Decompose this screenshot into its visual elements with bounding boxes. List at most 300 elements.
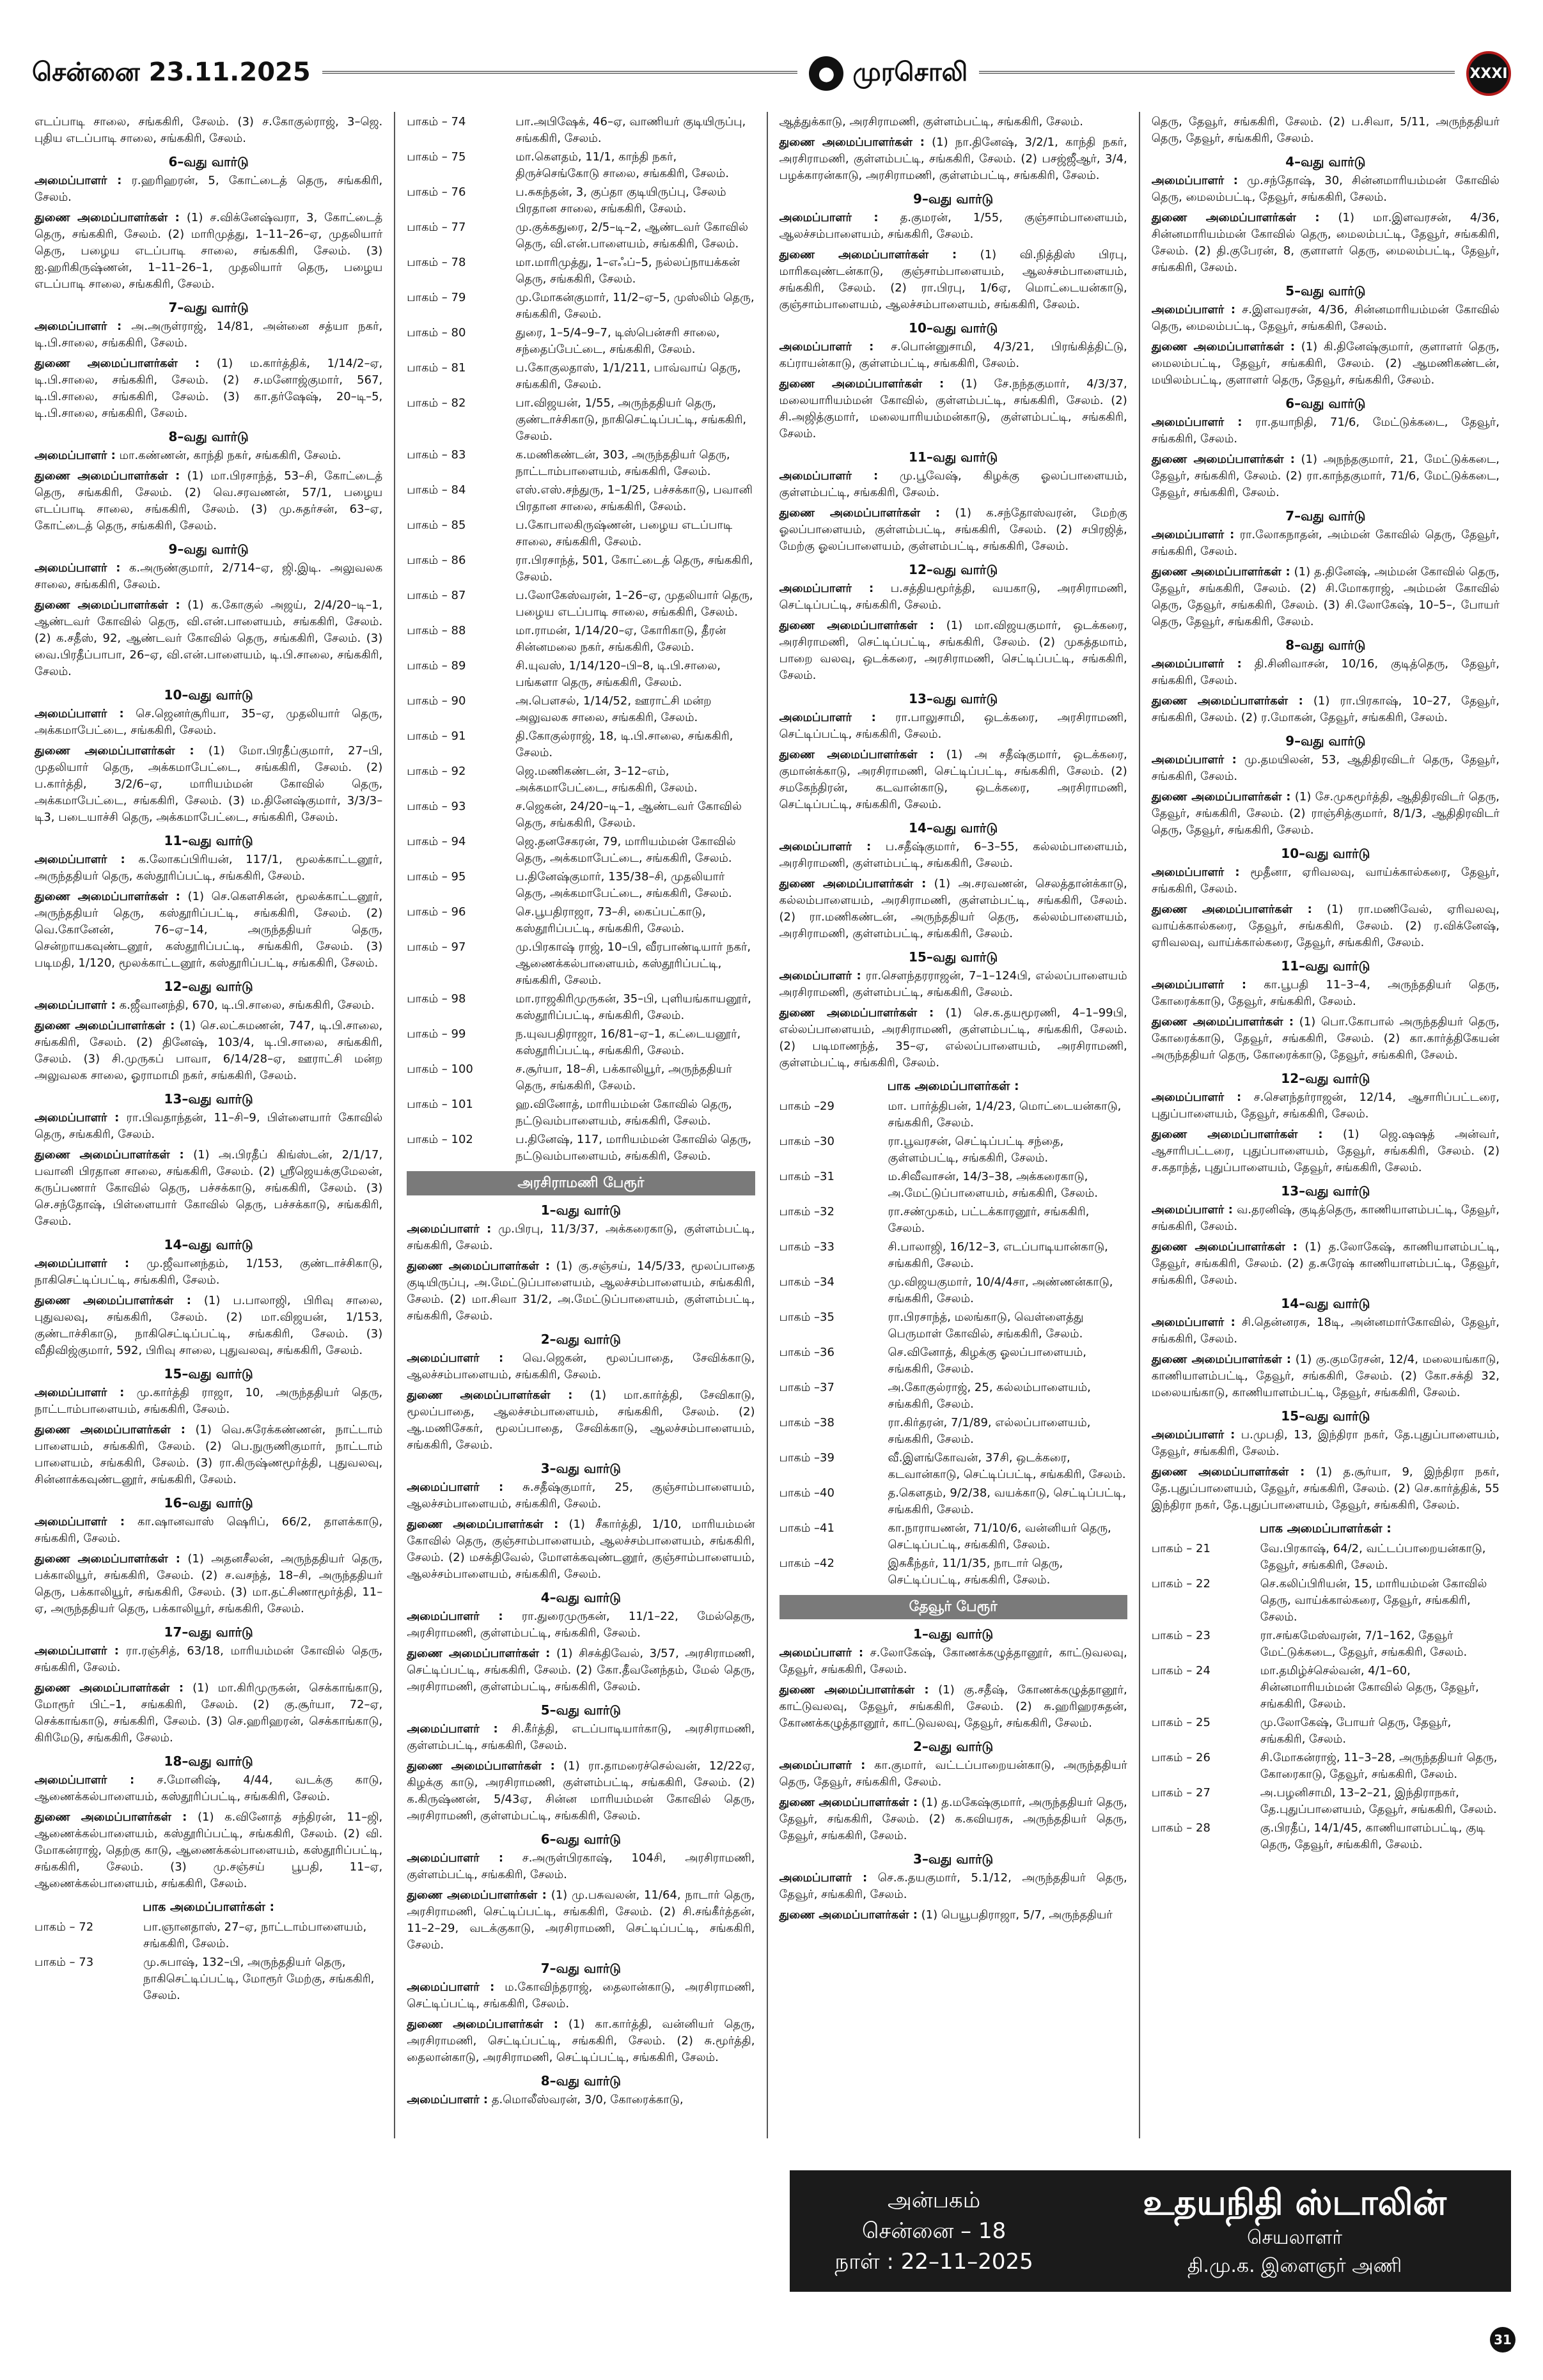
role-label: அமைப்பாளர் : (407, 1351, 504, 1365)
role-label: துணை அமைப்பாளர்கள் : (35, 1552, 180, 1566)
role-label: துணை அமைப்பாளர்கள் : (779, 1908, 918, 1922)
role-label: அமைப்பாளர் : (1151, 657, 1242, 671)
booth-entry (407, 517, 755, 550)
booth-number: பாகம் – 97 (407, 940, 466, 954)
member-details: (1) கா.கார்த்தி, வன்னியர் தெரு, அரசிராமணி, செட்டிப்பட்டி, சங்ககிரி, சேலம். (2) சு.மூர்த்தி, தைலான்காடு, அரசிராமணி, செட்டிப்பட்டி, சங்ககிரி, சேலம். (407, 2018, 755, 2064)
member-details: (1) ச.விக்னேஷ்வரா, 3, கோட்டைத் தெரு, சங்ககிரி, சேலம். (2) மாரிமுத்து, 1–11–26–ஏ, முதலியார் தெரு, பழைய எடப்பாடி சாலை, சங்ககிரி, சேலம். (3) ஐ.ஹரிகிருஷ்ணன், 1–11–26–1, முதலியார் தெரு, பழைய எடப்பாடி சாலை, சங்ககிரி, சேலம். (35, 211, 383, 291)
booth-member-details: வீ.இளங்கோவன், 37சி, ஒடக்கரை, கடவான்காடு, செட்டிப்பட்டி, சங்ககிரி, சேலம். (888, 1451, 1126, 1481)
column-2 (394, 112, 766, 2138)
member-details: அ.அருள்ராஜ், 14/81, அன்னை சத்யா நகர், டி.பி.சாலை, சங்ககிரி, சேலம். (35, 320, 383, 350)
banner-right (1078, 2170, 1511, 2292)
role-label: துணை அமைப்பாளர்கள் : (1151, 211, 1320, 224)
role-label: அமைப்பாளர் : (407, 1722, 498, 1736)
office-bearer-entry (1152, 1202, 1500, 1235)
role-label: துணை அமைப்பாளர்கள் : (407, 2018, 559, 2031)
ward-heading: 14–வது வார்டு (1281, 1296, 1370, 1311)
office-bearer-entry (1152, 1314, 1500, 1348)
column-4 (1139, 112, 1511, 2138)
ward-heading: 13–வது வார்டு (1281, 1183, 1370, 1199)
member-details: ச.இளவரசன், 4/36, சின்னமாரியம்மன் கோவில் தெரு, மைலம்பட்டி, தேவூர், சங்ககிரி, சேலம். (1151, 303, 1500, 333)
member-details: தி.சினிவாசன், 10/16, குடித்தெரு, தேவூர், சங்ககிரி, சேலம். (1151, 657, 1500, 687)
member-details: கா.ஷானவாஸ் ஷெரிப், 66/2, தாளக்காடு, சங்ககிரி, சேலம். (35, 1515, 383, 1545)
office-bearer-entry (779, 710, 1127, 743)
office-bearer-entry (779, 580, 1127, 614)
column-1 (32, 112, 394, 2138)
role-label: துணை அமைப்பாளர்கள் : (35, 1294, 191, 1307)
office-bearer-entry (407, 1479, 755, 1513)
member-details: (1) ப.பாலாஜி, பிரிவு சாலை, புதுவலவு, சங்ககிரி, சேலம். (2) மா.விஜயன், 1/153, குண்டாச்சிகாடு, நாகிசெட்டிப்பட்டி, சங்ககிரி, சேலம். (3) வீதிவிஜ்குமார், 592, பிரிவு சாலை, புதுவலவு, சங்ககிரி, சேலம். (35, 1294, 383, 1357)
booth-member-details: பா.விஜயன், 1/55, அருந்ததியர் தெரு, குண்டாச்சிகாடு, நாகிசெட்டிப்பட்டி, சங்ககிரி, சேலம். (515, 396, 747, 443)
booth-entry (407, 1061, 755, 1094)
office-bearer-entry (779, 134, 1127, 184)
office-bearer-entry (1152, 789, 1500, 839)
role-label: அமைப்பாளர் : (35, 999, 116, 1012)
member-details: ப.முபதி, 13, இந்திரா நகர், தே.புதுப்பாளையம், தேவூர், சங்ககிரி, சேலம். (1151, 1428, 1500, 1458)
member-details: ரா.தயாநிதி, 71/6, மேட்டுக்கடை, தேவூர், சங்ககிரி, சேலம். (1151, 416, 1500, 446)
office-bearer-entry (35, 1809, 382, 1892)
office-bearer-entry (1152, 1014, 1500, 1064)
office-bearer-entry (779, 968, 1127, 1001)
booth-member-details: பா.அபிஷேக், 46–ஏ, வாணியர் குடியிருப்பு, சங்ககிரி, சேலம். (515, 115, 746, 145)
booth-member-details: மு.குக்கதுரை, 2/5–டி–2, ஆண்டவர் கோவில் தெரு, வி.என்.பாளையம், சங்ககிரி, சேலம். (515, 221, 748, 251)
office-bearer-entry (1152, 693, 1500, 726)
booth-entry (407, 798, 755, 832)
booth-member-details: எஸ்.எஸ்.சந்துரு, 1–1/25, பச்சக்காடு, பவானி பிரதான சாலை, சங்ககிரி, சேலம். (515, 483, 753, 513)
role-label: துணை அமைப்பாளர்கள் : (1151, 903, 1312, 916)
booth-entry (779, 1204, 1127, 1237)
booth-member-details: சி.யுவஸ், 1/14/120–பி–8, டி.பி.சாலை, பங்களா தெரு, சங்ககிரி, சேலம். (515, 659, 721, 689)
role-label: துணை அமைப்பாளர்கள் : (35, 598, 180, 612)
booth-entry (779, 1450, 1127, 1483)
booth-member-details: மா.தமிழ்ச்செல்வன், 4/1–60, சின்னமாரியம்மன் கோவில் தெரு, தேவூர், சங்ககிரி, சேலம். (1260, 1664, 1479, 1711)
member-details: (1) ரா.தாமரைச்செல்வன், 12/22ஏ, கிழக்கு காடு, அரசிராமணி, குள்ளம்பட்டி, சங்ககிரி, சேலம். (2) க.கிருஷ்ணன், 5/43ஏ, சின்ன மாரியம்மன் கோவில் தெரு, அரசிராமணி, குள்ளம்பட்டி, சங்ககிரி, சேலம். (407, 1759, 755, 1823)
member-details: க.ஜீவானந்தி, 670, டி.பி.சாலை, சங்ககிரி, சேலம். (119, 999, 375, 1012)
role-label: துணை அமைப்பாளர்கள் : (407, 1388, 573, 1402)
role-label: அமைப்பாளர் : (35, 1773, 135, 1787)
newspaper-logo (809, 56, 967, 91)
office-bearer-entry (1152, 451, 1500, 501)
banner-left (790, 2170, 1078, 2292)
booth-number: பாகம் –29 (779, 1100, 834, 1113)
office-bearer-entry (407, 1387, 755, 1454)
member-details: (1) அ.சரவணன், செலத்தான்க்காடு, கல்லம்பாளையம், அரசிராமணி, குள்ளம்பட்டி, சங்ககிரி, சேலம். (2) ரா.மணிகண்டன், அருந்ததியர் தெரு, கல்லம்பாளையம், அரசிராமணி, குள்ளம்பட்டி, சங்ககிரி, சேலம். (779, 877, 1127, 940)
booth-number: பாகம் – 102 (407, 1133, 473, 1146)
booth-entry (779, 1485, 1127, 1518)
role-label: அமைப்பாளர் : (35, 1644, 119, 1658)
ward-heading: 1–வது வார்டு (540, 1202, 621, 1218)
booth-entry (407, 763, 755, 797)
role-label: துணை அமைப்பாளர்கள் : (1151, 1128, 1323, 1141)
role-label: அமைப்பாளர் : (35, 449, 116, 462)
office-bearer-entry (779, 468, 1127, 501)
booth-entry (407, 939, 755, 989)
booth-member-details: ஜெ.தனசேகரன், 79, மாரியம்மன் கோவில் தெரு, அக்கமாபேட்டை, சங்ககிரி, சேலம். (515, 835, 736, 865)
role-label: அமைப்பாளர் : (407, 1980, 495, 1994)
role-label: துணை அமைப்பாளர்கள் : (35, 211, 180, 224)
booth-member-details: அ.பழனிசாமி, 13–2–21, இந்திராநகர், தே.புதுப்பாளையம், தேவூர், சங்ககிரி, சேலம். (1260, 1786, 1497, 1816)
office-bearer-entry (35, 1643, 382, 1676)
role-label: அமைப்பாளர் : (1151, 174, 1238, 187)
office-bearer-entry (779, 1645, 1127, 1678)
booth-entry (407, 325, 755, 358)
role-label: அமைப்பாளர் : (35, 1386, 125, 1399)
masthead-rule-left (322, 71, 798, 76)
office-bearer-entry (35, 706, 382, 739)
office-bearer-entry (779, 1794, 1127, 1844)
booth-number: பாகம் – 86 (407, 554, 466, 567)
role-label: துணை அமைப்பாளர்கள் : (1151, 565, 1290, 579)
role-label: துணை அமைப்பாளர்கள் : (1151, 453, 1295, 466)
newspaper-name: முரசொலி (852, 57, 968, 87)
office-bearer-entry (407, 1645, 755, 1695)
member-details: (1) த.மகேஷ்குமார், அருந்ததியர் தெரு, தேவூர், சங்ககிரி, சேலம். (2) க.கவியரசு, அருந்ததியர் தெரு, தேவூர், சங்ககிரி, சேலம். (779, 1796, 1127, 1842)
signatory-organisation: தி.மு.க. இளைஞர் அணி (1187, 2255, 1402, 2277)
role-label: அமைப்பாளர் : (779, 582, 874, 595)
booth-member-details: தி.கோகுல்ராஜ், 18, டி.பி.சாலை, சங்ககிரி, சேலம். (515, 729, 733, 759)
role-label: துணை அமைப்பாளர்கள் : (35, 1019, 175, 1032)
booth-number: பாகம் –37 (779, 1381, 834, 1394)
member-details: மு.கார்த்தி ராஜா, 10, அருந்ததியர் தெரு, நாட்டாம்பாளையம், சங்ககிரி, சேலம். (35, 1386, 383, 1416)
booth-member-details: ப.கோபாலகிருஷ்ணன், பழைய எடப்பாடி சாலை, சங்ககிரி, சேலம். (515, 518, 733, 548)
member-details: (1) பெயூபதிராஜா, 5/7, அருந்ததியர் (921, 1908, 1113, 1922)
booth-member-details: கு.பிரதீப், 14/1/45, காணியாளம்பட்டி, குடி தெரு, தேவூர், சங்ககிரி, சேலம். (1260, 1821, 1485, 1851)
member-details: ச.லோகேஷ், கோணக்கழுத்தானூர், காட்டுவலவு, தேவூர், சங்ககிரி, சேலம். (779, 1646, 1127, 1676)
masthead-rule-right (979, 71, 1455, 76)
office-bearer-entry (1152, 656, 1500, 689)
ward-heading: 12–வது வார்டு (909, 562, 998, 577)
ward-heading: 12–வது வார்டு (164, 979, 253, 994)
role-label: அமைப்பாளர் : (35, 1515, 125, 1528)
member-details: ரா.லோகநாதன், அம்மன் கோவில் தெரு, தேவூர், சங்ககிரி, சேலம். (1151, 528, 1500, 558)
booth-entry (407, 395, 755, 445)
ward-heading: 17–வது வார்டு (164, 1624, 253, 1640)
office-bearer-entry (1152, 901, 1500, 951)
member-details: (1) த.சூர்யா, 9, இந்திரா நகர், தே.புதுப்பாளையம், தேவூர், சங்ககிரி, சேலம். (2) செ.கார்த்திக், 55 இந்திரா நகர், தே.புதுப்பாளையம், தேவூர், சங்ககிரி, சேலம். (1151, 1465, 1500, 1512)
ward-heading: 13–வது வார்டு (909, 691, 998, 706)
member-details: மா.கண்ணன், காந்தி நகர், சங்ககிரி, சேலம். (119, 449, 341, 462)
role-label: அமைப்பாளர் : (779, 469, 879, 483)
booth-entry (407, 1096, 755, 1130)
booth-entry (407, 254, 755, 288)
office-bearer-entry (407, 2092, 755, 2108)
section-heading: அரசிராமணி பேரூர் (407, 1171, 755, 1195)
office-bearer-entry (35, 560, 382, 593)
booth-entry (1152, 1663, 1500, 1713)
booth-entry (407, 360, 755, 393)
member-details: வெ.ஜெகன், மூலப்பாதை, சேவிக்காடு, ஆலச்சம்பாளையம், சங்ககிரி, சேலம். (407, 1351, 755, 1381)
booth-number: பாகம் – 25 (1151, 1716, 1210, 1729)
member-details: (1) ரா.பிரகாஷ், 10–27, தேவூர், சங்ககிரி, சேலம். (2) ர.மோகன், தேவூர், சங்ககிரி, சேலம். (1151, 694, 1500, 724)
ward-heading: 3–வது வார்டு (912, 1851, 994, 1867)
member-details: (1) த.தினேஷ், அம்மன் கோவில் தெரு, தேவூர், சங்ககிரி, சேலம். (2) சி.மோகராஜ், அம்மன் கோவில் தெரு, தேவூர், சங்ககிரி, சேலம். (3) சி.லோகேஷ், 10–5–, போயர் தெரு, தேவூர், சங்ககிரி, சேலம். (1151, 565, 1500, 628)
role-label: அமைப்பாளர் : (779, 340, 874, 354)
member-details: (1) ஜெ.ஷஷத் அன்வர், ஆசாரிபட்டரை, புதுப்பாளையம், தேவூர், சங்ககிரி, சேலம். (2) ச.கதாந்த், புதுப்பாளையம், தேவூர், சங்ககிரி, சேலம். (1151, 1128, 1500, 1174)
role-label: துணை அமைப்பாளர்கள் : (1151, 694, 1303, 708)
member-details: மு.சந்தோஷ், 30, சின்னமாரியம்மன் கோவில் தெரு, மைலம்பட்டி, தேவூர், சங்ககிரி, சேலம். (1151, 174, 1500, 204)
office-bearer-entry (1152, 302, 1500, 335)
role-label: துணை அமைப்பாளர்கள் : (1151, 1353, 1292, 1366)
ward-heading: 15–வது வார்டு (1281, 1408, 1370, 1424)
booth-member-details: மா.ராஜகிரிமுருகன், 35–பி, புளியங்காயனூர், கஸ்தூரிப்பட்டி, சங்ககிரி, சேலம். (515, 992, 751, 1022)
signatory-name: உதயநிதி ஸ்டாலின் (1143, 2182, 1446, 2223)
office-bearer-entry (779, 376, 1127, 442)
office-bearer-entry (35, 1385, 382, 1418)
booth-number: பாகம் – 98 (407, 992, 466, 1006)
ward-heading: 6–வது வார்டு (168, 154, 249, 169)
role-label: துணை அமைப்பாளர்கள் : (35, 1810, 187, 1824)
role-label: அமைப்பாளர் : (1151, 1428, 1235, 1442)
ward-heading: 7–வது வார்டு (168, 300, 249, 315)
booth-entry (407, 184, 755, 217)
member-details: ம.கோவிந்தராஜ், தைலான்காடு, அரசிராமணி, செட்டிப்பட்டி, சங்ககிரி, சேலம். (407, 1980, 755, 2011)
role-label: அமைப்பாளர் : (407, 1222, 492, 1236)
office-bearer-entry (779, 1005, 1127, 1071)
ward-heading: 8–வது வார்டு (540, 2073, 621, 2088)
role-label: அமைப்பாளர் : (35, 1111, 120, 1124)
booth-number: பாகம் – 100 (407, 1062, 473, 1076)
ward-heading: 18–வது வார்டு (164, 1754, 253, 1769)
booth-member-details: ரா.பிரசாந்த், 501, கோட்டைத் தெரு, சங்ககிரி, சேலம். (515, 554, 753, 584)
member-details: (1) அதனசீலன், அருந்ததியர் தெரு, பக்காலியூர், சங்ககிரி, சேலம். (2) ச.வசந்த், 18–சி, அருந்ததியர் தெரு, பக்காலியூர், சங்ககிரி, சேலம். (3) மா.தட்சிணாமூர்த்தி, 11–ஏ, அருந்ததியர் தெரு, பக்காலியூர், சங்ககிரி, சேலம். (35, 1552, 383, 1615)
booth-entry (779, 1555, 1127, 1589)
banner-date: நாள் : 22–11–2025 (834, 2249, 1033, 2275)
role-label: துணை அமைப்பாளர்கள் : (35, 1423, 185, 1436)
booth-number: பாகம் – 77 (407, 221, 466, 234)
booth-number: பாகம் – 72 (35, 1920, 94, 1934)
booth-entry (1152, 1715, 1500, 1748)
office-bearer-entry (1152, 864, 1500, 898)
ward-heading: 5–வது வார்டு (540, 1702, 621, 1718)
booth-entry (407, 219, 755, 253)
booth-number: பாகம் –41 (779, 1521, 834, 1535)
booth-number: பாகம் – 89 (407, 659, 466, 673)
office-bearer-entry (35, 1551, 382, 1617)
booth-number: பாகம் – 24 (1151, 1664, 1210, 1677)
office-bearer-entry (1152, 1126, 1500, 1176)
booth-entry (407, 658, 755, 691)
member-details: (1) த.லோகேஷ், காணியாளம்பட்டி, தேவூர், சங்ககிரி, சேலம். (2) த.சுரேஷ் காணியாளம்பட்டி, தேவூர், சங்ககிரி, சேலம். (1151, 1240, 1500, 1287)
booth-number: பாகம் – 87 (407, 589, 466, 602)
booth-number: பாகம் – 75 (407, 150, 466, 164)
office-bearer-entry (779, 247, 1127, 313)
member-details: (1) கி.தினேஷ்குமார், குளாளர் தெரு, மைலம்பட்டி, தேவூர், சங்ககிரி, சேலம். (2) ஆமணிகண்டன், மயிலம்பட்டி, குளாளர் தெரு, தேவூர், சங்ககிரி, சேலம். (1151, 340, 1500, 387)
booth-number: பாகம் –30 (779, 1135, 834, 1148)
booth-member-details: ச.ஜெகன், 24/20–டி–1, ஆண்டவர் கோவில் தெரு, சங்ககிரி, சேலம். (515, 800, 742, 830)
page-number-roman: XXXI (1466, 51, 1511, 96)
role-label: அமைப்பாளர் : (1151, 866, 1240, 879)
role-label: அமைப்பாளர் : (407, 2093, 489, 2106)
member-details: (1) சிசக்திவேல், 3/57, அரசிராமணி, செட்டிப்பட்டி, சங்ககிரி, சேலம். (2) கோ.தீவனேந்தம், மேல் தெரு, அரசிராமணி, குள்ளம்பட்டி, சங்ககிரி, சேலம். (407, 1647, 755, 1693)
booth-entry (1152, 1541, 1500, 1574)
role-label: துணை அமைப்பாளர்கள் : (1151, 1015, 1294, 1029)
booth-entry (35, 1954, 382, 2004)
role-label: துணை அமைப்பாளர்கள் : (35, 890, 181, 903)
member-details: (1) அ சதீஷ்குமார், ஒடக்கரை, குமான்க்காடு, அரசிராமணி, செட்டிப்பட்டி, சங்ககிரி, சேலம். (2) சமகேந்திரன், கடவான்காடு, ஒடக்கரை, அரசிராமணி, செட்டிப்பட்டி, சங்ககிரி, சேலம். (779, 748, 1127, 811)
role-label: துணை அமைப்பாளர்கள் : (779, 748, 934, 761)
member-details: மு.பிரபு, 11/3/37, அக்கரைகாடு, குள்ளம்பட்டி, சங்ககிரி, சேலம். (407, 1222, 755, 1252)
role-label: அமைப்பாளர் : (35, 561, 121, 575)
booth-entry (1152, 1820, 1500, 1853)
office-bearer-entry (1152, 173, 1500, 206)
ward-heading: 9–வது வார்டு (912, 191, 994, 206)
booth-entry (407, 869, 755, 902)
booth-entry (779, 1098, 1127, 1132)
ward-heading: 15–வது வார்டு (909, 949, 998, 965)
member-details: மூதீனா, ஏரிவலவு, வாய்க்கால்கரை, தேவூர், சங்ககிரி, சேலம். (1151, 866, 1500, 896)
booth-number: பாகம் – 76 (407, 185, 466, 199)
role-label: அமைப்பாளர் : (407, 1481, 504, 1494)
office-bearer-entry (407, 1350, 755, 1383)
booth-entry (1152, 1785, 1500, 1818)
booth-number: பாகம் – 74 (407, 115, 466, 128)
booth-entry (407, 991, 755, 1024)
booth-member-details: த.கௌதம், 9/2/38, வயக்காடு, செட்டிப்பட்டி, சங்ககிரி, சேலம். (888, 1486, 1127, 1516)
booth-member-details: ப.சுகந்தன், 3, குப்தா குடியிருப்பு, சேலம் பிரதான சாலை, சங்ககிரி, சேலம். (515, 185, 726, 215)
member-details: (1) மா.கிரிமுருகன், செக்காங்காடு, மோரூர் பிட்–1, சங்ககிரி, சேலம். (2) கு.சூர்யா, 72–ஏ, செக்காங்காடு, சங்ககிரி, சேலம். (3) செ.ஹரிஹரன், செக்காங்காடு, கிரிமேடு, சங்ககிரி, சேலம். (35, 1681, 383, 1745)
booth-entry (407, 587, 755, 621)
role-label: அமைப்பாளர் : (779, 1871, 868, 1885)
member-details: சி.கீர்த்தி, எடப்பாடியார்காடு, அரசிராமணி, குள்ளம்பட்டி, சங்ககிரி, சேலம். (407, 1722, 755, 1752)
member-details: சி.தென்னரசு, 18டி, அன்னமார்கோவில், தேவூர், சங்ககிரி, சேலம். (1151, 1316, 1500, 1346)
booth-entry (779, 1415, 1127, 1448)
member-details: ரா.துரைமுருகன், 11/1–22, மேல்தெரு, அரசிராமணி, குள்ளம்பட்டி, சங்ககிரி, சேலம். (407, 1610, 755, 1640)
member-details: (1) வி.நித்திஸ் பிரபு, மாரிகவுண்டன்காடு, குஞ்சாம்பாளையம், ஆலச்சம்பாளையம், சங்ககிரி, சேலம். (2) ரா.பிரபு, 1/6ஏ, மொட்டையன்காடு, குஞ்சாம்பாளையம், ஆலச்சம்பாளையம், சங்ககிரி, சேலம். (779, 248, 1127, 311)
booth-number: பாகம் –33 (779, 1240, 834, 1254)
role-label: துணை அமைப்பாளர்கள் : (779, 248, 957, 261)
booth-member-details: செ.வினோத், கிழக்கு ஓலப்பாளையம், சங்ககிரி, சேலம். (888, 1346, 1086, 1376)
member-details: ரா.சௌந்தரராஜன், 7–1–124பி, எல்லப்பாளையம் அரசிராமணி, குள்ளம்பட்டி, சங்ககிரி, சேலம். (779, 969, 1127, 999)
office-bearer-entry (35, 1018, 382, 1084)
member-details: (1) அநந்தகுமார், 21, மேட்டுக்கடை, தேவூர், சங்ககிரி, சேலம். (2) ரா.காந்தகுமார், 71/6, மேட்டுக்கடை, தேவூர், சங்ககிரி, சேலம். (1151, 453, 1500, 499)
booth-member-details: மா.கௌதம், 11/1, காந்தி நகர், திருச்செங்கோடு சாலை, சங்ககிரி, சேலம். (515, 150, 729, 180)
ward-heading: 7–வது வார்டு (540, 1961, 621, 1976)
role-label: அமைப்பாளர் : (35, 853, 125, 866)
member-details: (1) மா.கார்த்தி, சேவிகாடு, மூலப்பாதை, ஆலச்சம்பாளையம், சங்ககிரி, சேலம். (2) ஆ.மணிசேகர், மூலப்பாதை, சேவிக்காடு, ஆலச்சம்பாளையம், சங்ககிரி, சேலம். (407, 1388, 755, 1452)
booth-number: பாகம் – 21 (1151, 1542, 1210, 1555)
booth-member-details: ரா.சங்கமேஸ்வரன், 7/1–162, தேவூர் மேட்டுக்கடை, தேவூர், சங்ககிரி, சேலம். (1260, 1629, 1468, 1659)
office-bearer-entry (779, 839, 1127, 872)
booth-member-details: சி.மோகன்ராஜ், 11–3–28, அருந்ததியர் தெரு, கோரைகாடு, தேவூர், சங்ககிரி, சேலம். (1260, 1751, 1498, 1781)
member-details: (1) கு.குமரேசன், 12/4, மலையங்காடு, காணியாளம்பட்டி, தேவூர், சங்ககிரி, சேலம். (2) கோ.சக்தி 32, மலையங்காடு, காணியாளம்பட்டி, தேவூர், சங்ககிரி, சேலம். (1151, 1353, 1500, 1399)
office-bearer-entry (779, 1907, 1127, 1924)
booth-entry (779, 1309, 1127, 1342)
member-details: ரா.பிவதாந்தன், 11–சி–9, பிள்ளையார் கோவில் தெரு, சங்ககிரி, சேலம். (35, 1111, 383, 1141)
office-bearer-entry (35, 447, 382, 464)
office-bearer-entry (779, 210, 1127, 243)
role-label: துணை அமைப்பாளர்கள் : (779, 1006, 934, 1020)
role-label: அமைப்பாளர் : (779, 1646, 864, 1660)
role-label: அமைப்பாளர் : (407, 1851, 504, 1865)
office-bearer-entry (35, 173, 382, 206)
role-label: துணை அமைப்பாளர்கள் : (779, 506, 941, 520)
office-bearer-entry (35, 1514, 382, 1547)
role-label: அமைப்பாளர் : (1151, 303, 1236, 316)
section-heading: தேவூர் பேரூர் (779, 1595, 1127, 1619)
booth-entry (779, 1169, 1127, 1202)
booth-number: பாகம் – 79 (407, 291, 466, 304)
booth-member-details: சி.பாலாஜி, 16/12–3, எடப்பாடியான்காடு, சங்ககிரி, சேலம். (888, 1240, 1108, 1270)
office-bearer-entry (35, 743, 382, 826)
member-details: ச.பொன்னுசாமி, 4/3/21, பிரங்கித்திட்டு, கப்ராயன்காடு, குள்ளம்பட்டி, சங்ககிரி, சேலம். (779, 340, 1127, 370)
ward-heading: 14–வது வார்டு (909, 820, 998, 836)
member-details: (1) கு.சஞ்சய், 14/5/33, மூலப்பாதை குடியிருப்பு, அ.மேட்டுப்பாளையம், ஆலச்சம்பாளையம், சங்ககிரி, சேலம். (2) மா.சிவா 31/2, அ.மேட்டுப்பாளையம், குள்ளம்பட்டி, சங்ககிரி, சேலம். (407, 1259, 755, 1323)
booth-member-details: ஹ.வினோத், மாரியம்மன் கோவில் தெரு, நட்டுவம்பாளையம், சங்ககிரி, சேலம். (515, 1098, 732, 1128)
ward-heading: 6–வது வார்டு (1285, 396, 1366, 411)
booth-member-details: மா.ராமன், 1/14/20–ஏ, கோரிகாடு, தீரன் சின்னமலை நகர், சங்ககிரி, சேலம். (515, 624, 726, 654)
office-bearer-entry (1152, 1089, 1500, 1123)
booth-number: பாகம் –38 (779, 1416, 834, 1429)
member-details: ர.ஹரிஹரன், 5, கோட்டைத் தெரு, சங்ககிரி, சேலம். (35, 174, 383, 204)
booth-member-details: க.மணிகண்டன், 303, அருந்ததியர் தெரு, நாட்டாம்பாளையம், சங்ககிரி, சேலம். (515, 448, 730, 478)
booth-number: பாகம் –35 (779, 1311, 834, 1324)
member-details: (1) நா.தினேஷ், 3/2/1, காந்தி நகர், அரசிராமணி, குள்ளம்பட்டி, சங்ககிரி, சேலம். (2) பசஜ்ஜீஆர், 3/4, பழக்காரன்காடு, அரசிராமணி, குள்ளம்பட்டி, சங்ககிரி, சேலம். (779, 136, 1127, 182)
member-details: மு.தமயிலன், 53, ஆதிதிரவிடர் தெரு, தேவூர், சங்ககிரி, சேலம். (1151, 753, 1500, 783)
booth-number: பாகம் – 91 (407, 729, 466, 743)
booth-entry (779, 1380, 1127, 1413)
role-label: துணை அமைப்பாளர்கள் : (407, 1518, 559, 1531)
office-bearer-entry (1152, 564, 1500, 630)
office-bearer-entry (779, 1870, 1127, 1903)
role-label: துணை அமைப்பாளர்கள் : (35, 357, 200, 370)
member-details: (1) செ.கௌசிகன், மூலக்காட்டனூர், அருந்ததியர் தெரு, கஸ்தூரிப்பட்டி, சங்ககிரி, சேலம். (2) வெ.கோனேன், 76–ஏ–14, அருந்ததியர் தெரு, சென்றாயகவுண்டனூர், கஸ்தூரிப்பட்டி, சங்ககிரி, சேலம். (3) படிமதி, 1/120, மூலக்காட்டனூர், கஸ்தூரிப்பட்டி, சங்ககிரி, சேலம். (35, 890, 383, 970)
booth-number: பாகம் – 96 (407, 905, 466, 919)
booth-member-details: ப.தினேஷ்குமார், 135/38–சி, முதலியார் தெரு, அக்கமாபேட்டை, சங்ககிரி, சேலம். (515, 870, 732, 900)
role-label: அமைப்பாளர் : (1151, 1203, 1233, 1217)
booth-entry (1152, 1628, 1500, 1661)
booth-member-details: ரா.பிரசாந்த், மலங்காடு, வெள்ளைத்து பெருமாள் கோவில், சங்ககிரி, சேலம். (888, 1311, 1084, 1341)
office-bearer-entry (35, 318, 382, 352)
booth-number: பாகம் – 99 (407, 1027, 466, 1041)
member-details: (1) ரா.மணிவேல், ஏரிவலவு, வாய்க்கால்கரை, தேவூர், சங்ககிரி, சேலம். (2) ர.விக்னேஷ், ஏரிவலவு, வாய்க்கால்கரை, தேவூர், சங்ககிரி, சேலம். (1151, 903, 1500, 949)
office-bearer-entry (779, 1757, 1127, 1791)
office-bearer-entry (35, 1293, 382, 1359)
ward-heading: 9–வது வார்டு (168, 541, 249, 557)
booth-number: பாகம் –34 (779, 1275, 834, 1289)
office-bearer-entry (35, 1422, 382, 1488)
role-label: அமைப்பாளர் : (779, 840, 872, 853)
booth-entry (779, 1239, 1127, 1272)
role-label: அமைப்பாளர் : (1151, 528, 1235, 541)
booth-member-details: ரா.கிர்தரன், 7/1/89, எல்லப்பாளையம், சங்ககிரி, சேலம். (888, 1416, 1091, 1446)
ward-heading: 11–வது வார்டு (164, 833, 253, 848)
member-details: ச.அருள்பிரகாஷ், 104சி, அரசிராமணி, குள்ளம்பட்டி, சங்ககிரி, சேலம். (407, 1851, 755, 1881)
booth-entry (407, 290, 755, 323)
member-details: க.அருண்குமார், 2/714–ஏ, ஜி.இடி. அலுவலக சாலை, சங்ககிரி, சேலம். (35, 561, 383, 591)
role-label: அமைப்பாளர் : (35, 1257, 130, 1270)
booth-entry (1152, 1576, 1500, 1626)
booth-number: பாகம் – 85 (407, 518, 466, 532)
role-label: அமைப்பாளர் : (1151, 1316, 1235, 1329)
office-bearer-entry (1152, 210, 1500, 276)
member-details: ச.சௌந்தர்ராஜன், 12/14, ஆசாரிப்பட்டரை, புதுப்பாளையம், தேவூர், சங்ககிரி, சேலம். (1151, 1091, 1500, 1121)
booth-entry (407, 149, 755, 182)
booth-member-details: ரா.சண்முகம், பட்டக்காரனூர், சங்ககிரி, சேலம். (888, 1205, 1090, 1235)
office-bearer-entry (1152, 1427, 1500, 1460)
booth-number: பாகம் – 93 (407, 800, 466, 813)
booth-number: பாகம் – 73 (35, 1956, 94, 1969)
subsection-heading: பாக அமைப்பாளர்கள் : (143, 1900, 275, 1914)
booth-number: பாகம் – 81 (407, 361, 466, 375)
announcement-banner (790, 2170, 1511, 2292)
ward-heading: 4–வது வார்டு (1285, 154, 1366, 169)
role-label: துணை அமைப்பாளர்கள் : (407, 1259, 551, 1273)
office-bearer-entry (1152, 339, 1500, 389)
role-label: துணை அமைப்பாளர்கள் : (779, 877, 927, 891)
role-label: அமைப்பாளர் : (35, 707, 124, 720)
member-details: (1) மா.விஜயகுமார், ஒடக்கரை, அரசிராமணி, செட்டிப்பட்டி, சங்ககிரி, சேலம். (2) முகத்தமாம், பாறை வலவு, ஒடக்கரை, அரசிராமணி, செட்டிப்பட்டி, சங்ககிரி, சேலம். (779, 619, 1127, 682)
role-label: அமைப்பாளர் : (35, 174, 122, 187)
office-bearer-entry (407, 1221, 755, 1254)
